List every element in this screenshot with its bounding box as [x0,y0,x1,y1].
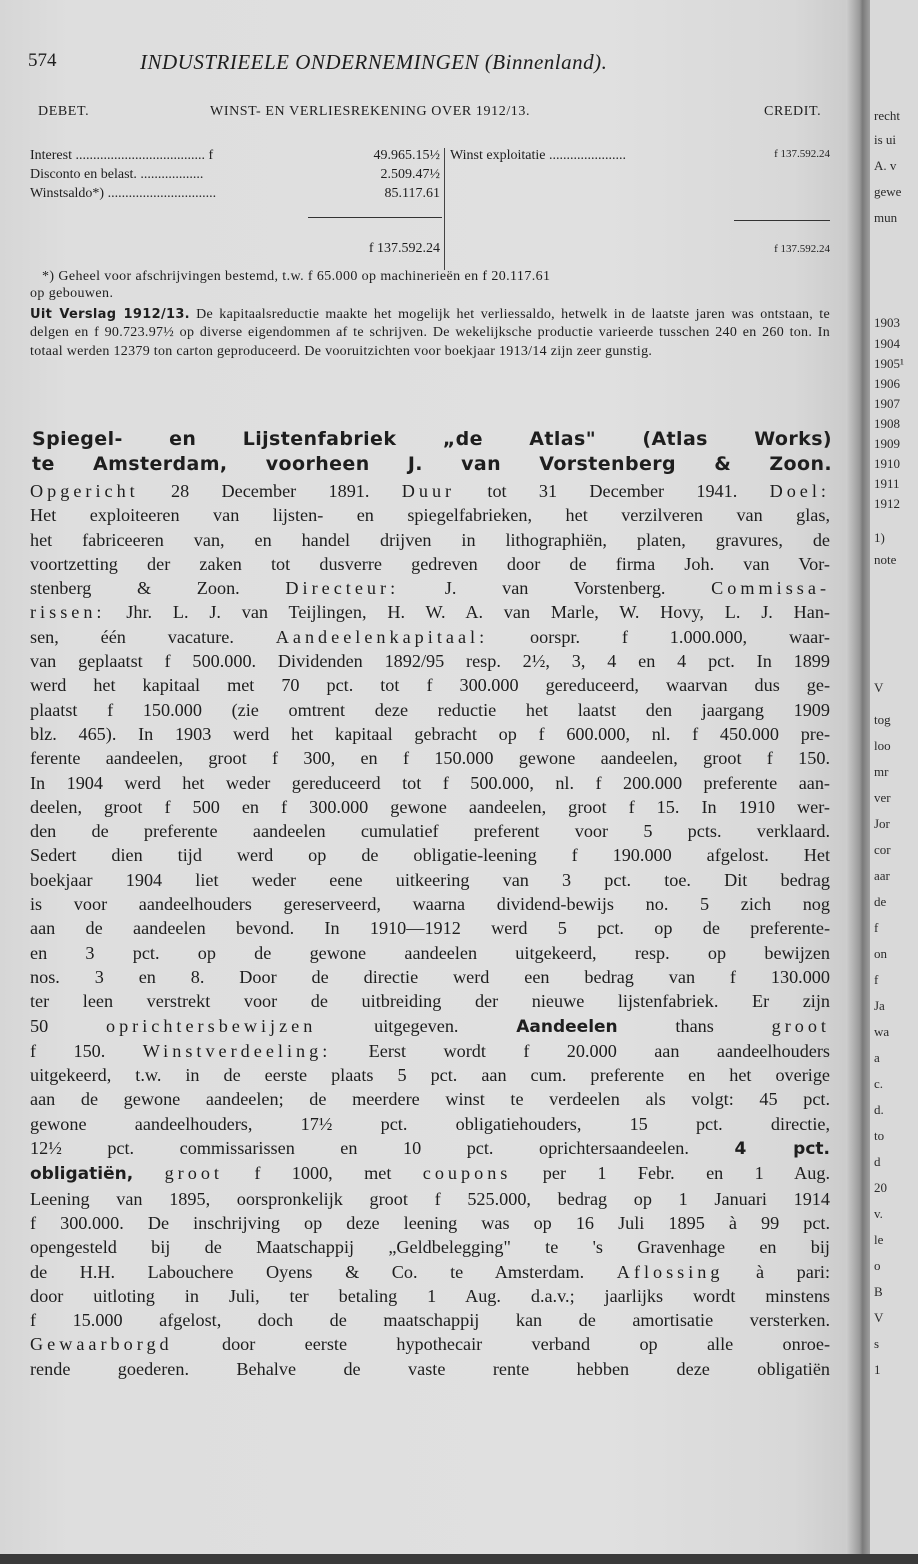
fragment-text: mun [874,210,898,225]
page-bottom-edge [0,1554,918,1564]
fragment-text: 1904 [874,336,900,351]
fragment-text: d. [874,1102,884,1117]
fragment-text: d [874,1154,881,1169]
fragment-text: 1909 [874,436,900,451]
text-line: uitgekeerd, t.w. in de eerste plaats 5 pct. aan cum. preferente en het overige [30,1065,830,1086]
fragment-text: 1903 [874,315,900,330]
company-heading: Spiegel- en Lijstenfabriek „de Atlas" (Atlas Works) te Amsterdam, voorheen J. van Vorstenberg & Zoon. [32,428,832,475]
column-divider [444,148,445,270]
debit-total: f 137.592.24 [368,241,440,256]
fragment-text: f [874,920,879,935]
text-line: Opgericht 28 December 1891. Duur tot 31 December 1941. Doel: [30,481,830,501]
fragment-text: 1910 [874,456,900,471]
text-line: opengesteld bij de Maatschappij „Geldbelegging" te 's Gravenhage en bij [30,1237,830,1258]
page-number: 574 [28,50,57,71]
text-line: ferente aandeelen, groot f 300, en f 150.000 gewone aandeelen, groot f 150. [30,748,830,769]
verslag-text: De kapitaalsreductie maakte het mogelijk het verliessaldo, hetwelk in de laatste jaren was ontstaan, te delgen en f 90.723.97½ op diverse eigendommen af te schrijven. De wekelijksche productie varieerde tusschen 240 en 260 ton. In totaal werden 12379 ton carton geproduceerd. De vooruitzichten voor boekjaar 1913/14 zijn zeer gunstig. [30,307,830,359]
text-line: door uitloting in Juli, ter betaling 1 Aug. d.a.v.; jaarlijks wordt minstens [30,1285,830,1306]
credit-total: f 137.592.24 [774,243,830,255]
fragment-text: v. [874,1206,883,1221]
text-line: aan de gewone aandeelen; de meerdere winst te verdeelen als volgt: 45 pct. [30,1089,830,1110]
fragment-text: V [874,1310,884,1325]
text-line: 50 oprichtersbewijzen uitgegeven. Aandeelen thans groot [30,1015,830,1037]
text-line: gewone aandeelhouders, 17½ pct. obligatiehouders, 15 pct. directie, [30,1113,830,1134]
text-line: f 150. Winstverdeeling: Eerst wordt f 20.000 aan aandeelhouders [30,1040,830,1061]
fragment-text: mr [874,764,889,779]
debit-sum-rule [308,217,442,218]
text-line: van geplaatst f 500.000. Dividenden 1892/95 resp. 2½, 3, 4 en 4 pct. In 1899 [30,651,830,672]
text-line: obligatiën, groot f 1000, met coupons per 1 Febr. en 1 Aug. [30,1163,830,1185]
text-line: nos. 3 en 8. Door de directie werd een bedrag van f 130.000 [30,966,830,987]
text-line: sen, één vacature. Aandeelenkapitaal: oorspr. f 1.000.000, waar- [30,626,830,647]
fragment-text: 1 [874,1362,881,1377]
text-line: en 3 pct. op de gewone aandeelen uitgekeerd, resp. op bewijzen [30,942,830,963]
text-line: rissen: Jhr. L. J. van Teijlingen, H. W. A. van Marle, W. Hovy, L. J. Han- [30,602,830,623]
text-line: het fabriceeren van, en handel drijven in lithographiën, platen, gravures, de [30,529,830,550]
debit-row: Disconto en belast. .................. 2.509.47½ [30,167,440,182]
fragment-text: recht [874,108,900,123]
debit-label: DEBET. [38,104,90,119]
text-line: is voor aandeelhouders gereserveerd, waarna dividend-bewijs no. 5 zich nog [30,894,830,915]
credit-label: CREDIT. [764,104,822,119]
fragment-text: ver [874,790,891,805]
text-line: Het exploiteeren van lijsten- en spiegelfabrieken, het verzilveren van glas, [30,505,830,526]
text-line: Gewaarborgd door eerste hypothecair verband op alle onroe- [30,1334,830,1355]
fragment-text: c. [874,1076,884,1091]
annual-report-excerpt [30,306,830,361]
fragment-text: 1911 [874,476,900,491]
fragment-text: de [874,894,887,909]
fragment-text: to [874,1128,885,1143]
fragment-text: 1905¹ [874,356,904,371]
text-line: deelen, groot f 500 en f 300.000 gewone aandeelen, groot f 15. In 1910 wer- [30,796,830,817]
fragment-text: 1908 [874,416,900,431]
debit-row: Interest ..................................... f 49.965.15½ [30,148,440,163]
fragment-text: loo [874,738,891,753]
fragment-text: o [874,1258,881,1273]
account-title: WINST- EN VERLIESREKENING OVER 1912/13. [210,104,531,119]
fragment-text: s [874,1336,880,1351]
fragment-text: wa [874,1024,890,1039]
fragment-text: Ja [874,998,885,1013]
fragment-text: A. v [874,158,897,173]
fragment-text: V [874,680,884,695]
fragment-text: aar [874,868,890,883]
text-line: stenberg & Zoon. Directeur: J. van Vorstenberg. Commissa- [30,578,831,599]
fragment-text: a [874,1050,880,1065]
text-line: den de preferente aandeelen cumulatief preferent voor 5 pcts. verklaard. [30,821,830,842]
fragment-text: on [874,946,887,961]
text-line: Leening van 1895, oorspronkelijk groot f 525.000, bedrag op 1 Januari 1914 [30,1188,830,1209]
adjacent-page-fragment [870,0,918,1556]
fragment-text: le [874,1232,884,1247]
fragment-text: 20 [874,1180,887,1195]
fragment-text: is ui [874,132,897,147]
verslag-heading: Uit Verslag 1912/13. [30,307,190,322]
text-line: aan de aandeelen bevond. In 1910—1912 werd 5 pct. op de preferente- [30,918,830,939]
text-line: de H.H. Labouchere Oyens & Co. te Amsterdam. Aflossing à pari: [30,1261,831,1282]
text-line: Sedert dien tijd werd op de obligatie-leening f 190.000 afgelost. Het [30,845,830,866]
account-footnote: *) Geheel voor afschrijvingen bestemd, t.w. f 65.000 op machinerieën en f 20.117.61 op gebouwen. [30,269,551,301]
text-line: f 300.000. De inschrijving op deze leening was op 16 Juli 1895 à 99 pct. [30,1212,830,1233]
text-line: plaatst f 150.000 (zie omtrent deze reductie het laatst den jaargang 1909 [30,699,830,720]
fragment-text: tog [874,712,891,727]
debit-row: Winstsaldo*) ............................... 85.117.61 [30,186,440,201]
fragment-text: f [874,972,879,987]
text-line: ter leen verstrekt voor de uitbreiding der nieuwe lijstenfabriek. Er zijn [30,991,830,1012]
fragment-text: note [874,552,897,567]
fragment-text: Jor [874,816,890,831]
fragment-text: gewe [874,184,902,199]
fragment-text: 1912 [874,496,900,511]
fragment-text: 1) [874,530,885,545]
fragment-text: cor [874,842,891,857]
running-title: INDUSTRIEELE ONDERNEMINGEN (Binnenland). [140,50,608,74]
fragment-text: B [874,1284,883,1299]
fragment-text: 1907 [874,396,900,411]
text-line: blz. 465). In 1903 werd het kapitaal gebracht op f 600.000, nl. f 450.000 pre- [30,723,830,744]
fragment-text: 1906 [874,376,900,391]
credit-sum-rule [734,220,830,221]
text-line: f 15.000 afgelost, doch de maatschappij kan de amortisatie versterken. [30,1310,830,1331]
text-line: rende goederen. Behalve de vaste rente hebben deze obligatiën [30,1358,830,1379]
text-line: 12½ pct. commissarissen en 10 pct. oprichtersaandeelen. 4 pct. [30,1138,830,1160]
text-line: voortzetting der zaken tot dusverre gedreven door de firma Joh. van Vor- [30,553,830,574]
company-description [30,479,830,1381]
credit-row: Winst exploitatie ...................... f 137.592.24 [450,148,830,163]
text-line: In 1904 werd het weder gereduceerd tot f 500.000, nl. f 200.000 preferente aan- [30,772,830,793]
text-line: werd het kapitaal met 70 pct. tot f 300.000 gereduceerd, waarvan dus ge- [30,675,830,696]
text-line: boekjaar 1904 liet weder eene uitkeering van 3 pct. toe. Dit bedrag [30,869,830,890]
